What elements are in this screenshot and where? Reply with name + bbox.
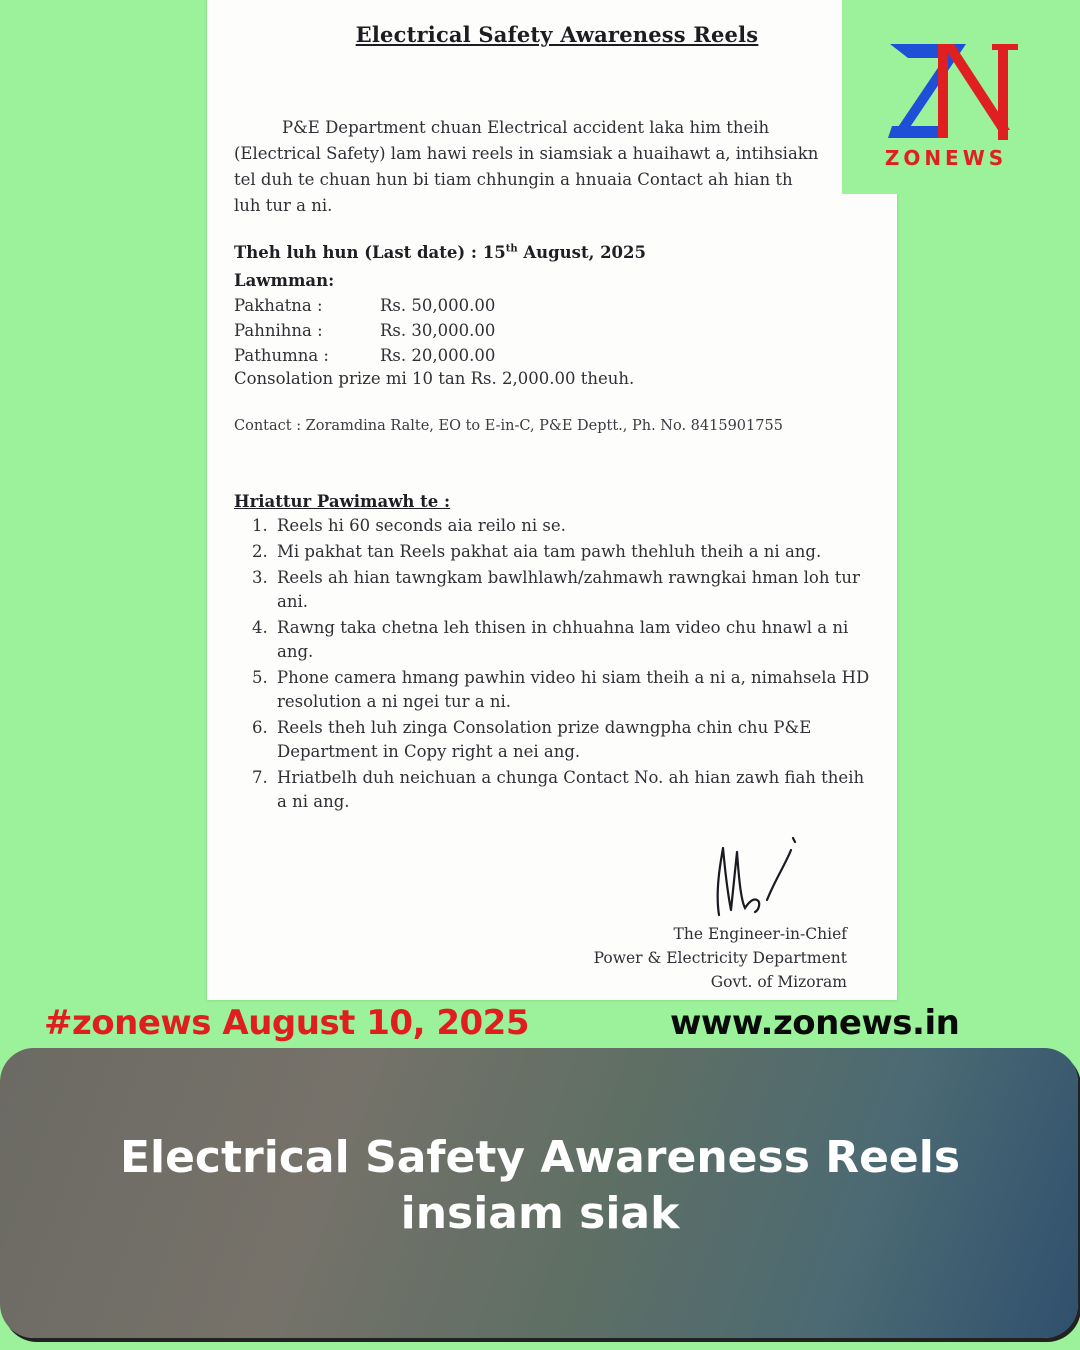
rule-number: 5. [252,668,268,687]
prize-row-third [234,346,495,365]
rule-number: 7. [252,768,268,787]
contact-line: Contact : Zoramdina Ralte, EO to E-in-C, P&E Deptt., Ph. No. 8415901755 [234,418,783,434]
consolation-prize: Consolation prize mi 10 tan Rs. 2,000.00 theuh. [234,369,635,388]
rule-item [252,616,872,664]
hashtag-date: #zonews August 10, 2025 [44,1003,529,1043]
rule-number: 4. [252,618,268,637]
prize-place: Pakhatna : [234,296,323,315]
rule-item [252,566,872,614]
prizes-heading: Lawmman: [234,271,335,290]
rule-number: 2. [252,542,268,561]
rule-number: 3. [252,568,268,587]
rules-list [252,514,872,814]
paragraph-line: tel duh te chuan hun bi tiam chhungin a hnuaia Contact ah hian th [234,170,793,189]
rule-item [252,766,872,814]
logo-wordmark: ZONEWS [884,146,1008,170]
rule-text: Phone camera hmang pawhin video hi siam theih a ni a, nimahsela HD resolution a ni ngei tur a ni. [277,668,870,711]
prize-amount: Rs. 20,000.00 [380,346,496,365]
document-title: Electrical Safety Awareness Reels [355,22,759,47]
rule-item [252,666,872,714]
prize-row-second [234,321,495,340]
deadline-sup: th [505,243,518,255]
signoff-line: Govt. of Mizoram [710,973,847,991]
signoff-line: Power & Electricity Department [593,949,847,967]
prize-row-first [234,296,495,315]
rule-item [252,540,872,564]
deadline-label: Theh luh hun (Last date) : 15 [234,243,506,262]
rule-text: Reels ah hian tawngkam bawlhlawh/zahmawh rawngkai hman loh tur ani. [277,568,860,611]
signature-mark [697,830,807,930]
rule-item [252,716,872,764]
zonews-logo [842,0,1080,194]
prize-place: Pahnihna : [234,321,323,340]
signoff-block [594,922,847,994]
signoff-line: The Engineer-in-Chief [673,925,847,943]
paragraph-line: P&E Department chuan Electrical accident laka him theih [282,118,770,137]
rules-heading: Hriattur Pawimawh te : [234,492,451,511]
rule-text: Mi pakhat tan Reels pakhat aia tam pawh thehluh theih a ni ang. [277,542,822,561]
deadline-rest: August, 2025 [517,243,646,262]
paragraph-line: (Electrical Safety) lam hawi reels in siamsiak a huaihawt a, intihsiakn [234,144,819,163]
headline-line: insiam siak [400,1188,680,1239]
rule-number: 6. [252,718,268,737]
rule-item [252,514,872,538]
prize-amount: Rs. 30,000.00 [380,321,496,340]
website-url: www.zonews.in [670,1003,960,1043]
rule-text: Rawng taka chetna leh thisen in chhuahna lam video chu hnawl a ni ang. [277,618,849,661]
notice-document [207,0,897,1000]
prize-amount: Rs. 50,000.00 [380,296,496,315]
headline-line: Electrical Safety Awareness Reels [119,1132,961,1183]
intro-paragraph [234,115,852,219]
rule-text: Reels theh luh zinga Consolation prize dawngpha chin chu P&E Department in Copy right a nei ang. [277,718,812,761]
headline [40,1130,1040,1242]
rule-text: Hriatbelh duh neichuan a chunga Contact No. ah hian zawh fiah theih a ni ang. [277,768,865,811]
paragraph-line: luh tur a ni. [234,196,333,215]
deadline [234,243,646,262]
prize-place: Pathumna : [234,346,329,365]
rule-text: Reels hi 60 seconds aia reilo ni se. [277,516,566,535]
rule-number: 1. [252,516,268,535]
